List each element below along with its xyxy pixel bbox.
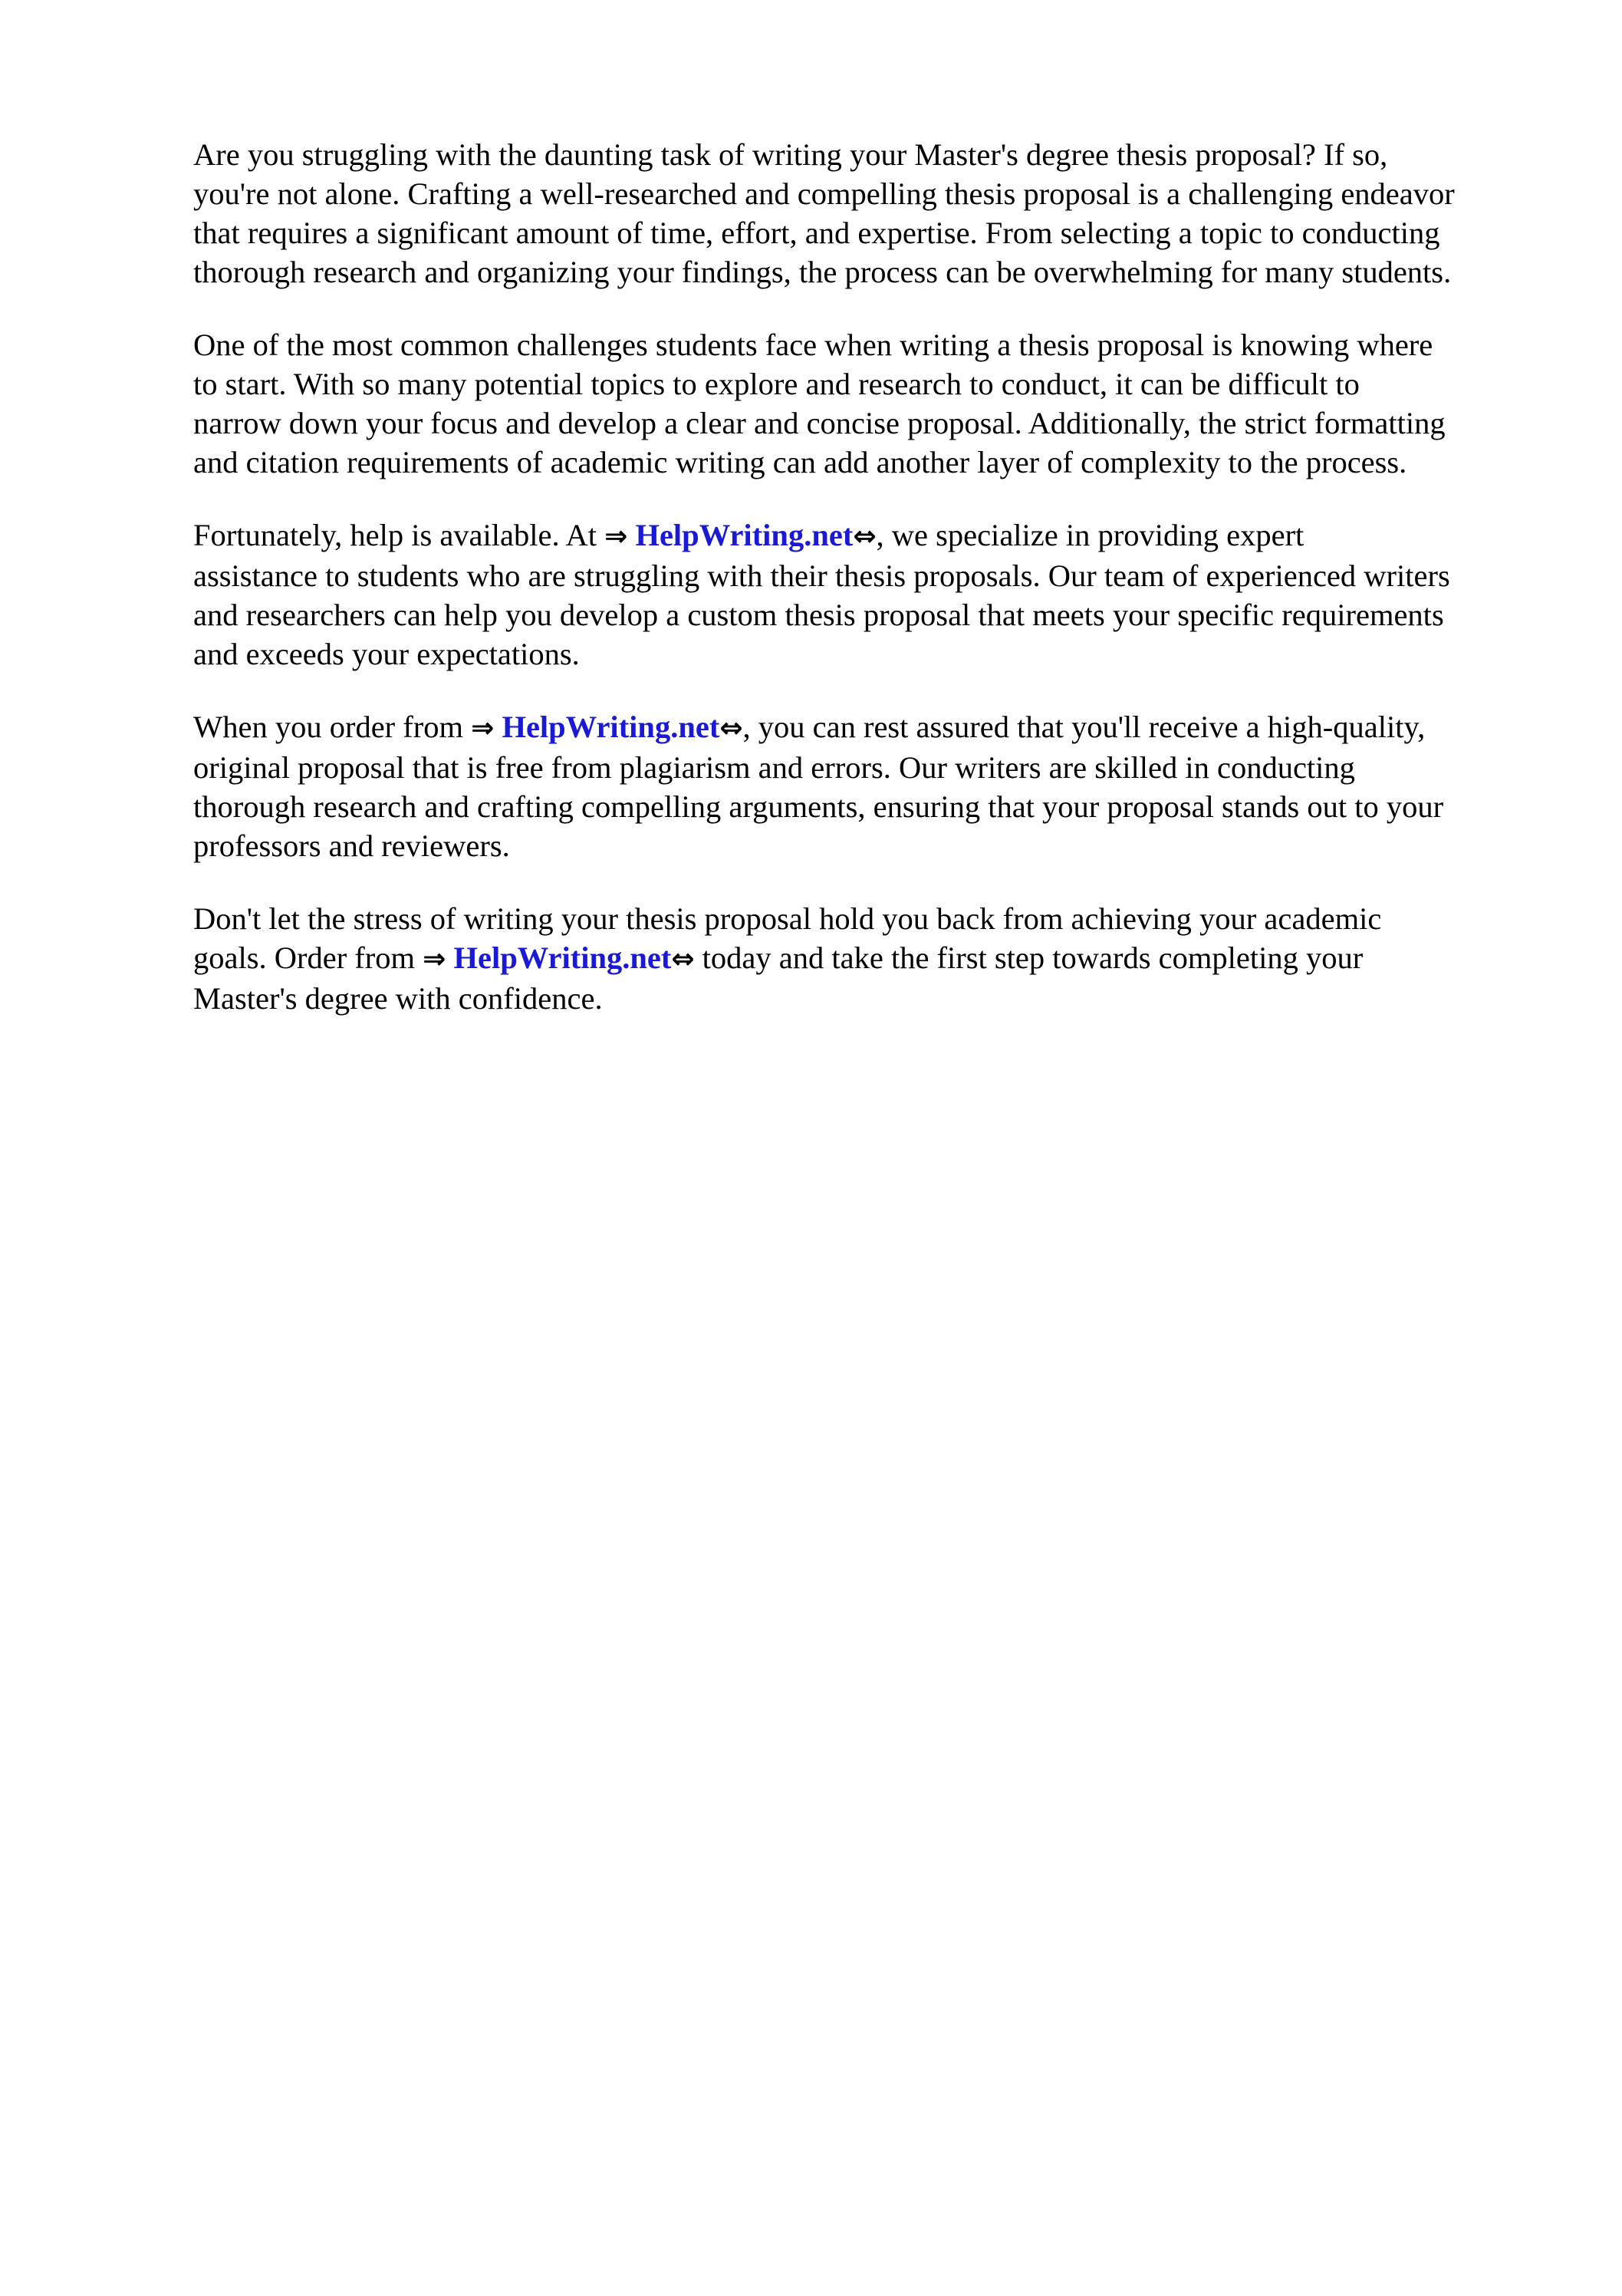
- text-line: Master's degree with confidence.: [193, 981, 603, 1016]
- paragraph-challenges: [193, 325, 1543, 482]
- text-segment: , you can rest assured that you'll receive a high-quality,: [742, 710, 1426, 744]
- document-page: [193, 135, 1543, 1052]
- text-line: Don't let the stress of writing your thesis proposal hold you back from achieving your academic: [193, 901, 1382, 936]
- text-segment: goals. Order from: [193, 940, 423, 975]
- text-line: you're not alone. Crafting a well-researched and compelling thesis proposal is a challenging endeavor: [193, 176, 1455, 211]
- arrow-both-icon: ⇔: [853, 521, 877, 552]
- helpwriting-link[interactable]: HelpWriting.net: [635, 518, 854, 552]
- text-line: [193, 707, 1543, 748]
- text-line: Are you struggling with the daunting task of writing your Master's degree thesis proposal? If so,: [193, 137, 1388, 172]
- paragraph-intro: [193, 135, 1543, 292]
- arrow-right-icon: ⇒: [604, 521, 628, 552]
- text-line: [193, 938, 1543, 979]
- paragraph-help-available: [193, 516, 1543, 674]
- text-line: and citation requirements of academic writing can add another layer of complexity to the process.: [193, 445, 1407, 479]
- text-segment: When you order from: [193, 710, 472, 744]
- text-line: original proposal that is free from plagiarism and errors. Our writers are skilled in conducting: [193, 750, 1355, 785]
- text-line: thorough research and crafting compelling arguments, ensuring that your proposal stands out to your: [193, 789, 1444, 824]
- text-line: professors and reviewers.: [193, 828, 510, 863]
- helpwriting-link[interactable]: HelpWriting.net: [453, 940, 672, 975]
- text-line: narrow down your focus and develop a clear and concise proposal. Additionally, the strict formatting: [193, 406, 1446, 440]
- arrow-right-icon: ⇒: [471, 713, 495, 744]
- text-line: assistance to students who are struggling with their thesis proposals. Our team of experienced writers: [193, 558, 1450, 593]
- text-line: to start. With so many potential topics to explore and research to conduct, it can be difficult to: [193, 367, 1360, 401]
- arrow-both-icon: ⇔: [671, 944, 695, 975]
- arrow-right-icon: ⇒: [423, 944, 446, 975]
- arrow-both-icon: ⇔: [719, 713, 743, 744]
- text-line: [193, 516, 1543, 556]
- text-segment: today and take the first step towards completing your: [694, 940, 1364, 975]
- helpwriting-link[interactable]: HelpWriting.net: [502, 710, 720, 744]
- text-line: that requires a significant amount of time, effort, and expertise. From selecting a topic to conducting: [193, 216, 1440, 250]
- text-line: thorough research and organizing your findings, the process can be overwhelming for many students.: [193, 255, 1452, 289]
- text-segment: , we specialize in providing expert: [876, 518, 1305, 552]
- text-line: and exceeds your expectations.: [193, 637, 580, 671]
- text-segment: Fortunately, help is available. At: [193, 518, 605, 552]
- paragraph-call-to-action: [193, 899, 1543, 1018]
- text-line: and researchers can help you develop a custom thesis proposal that meets your specific requirements: [193, 598, 1444, 632]
- paragraph-order-quality: [193, 707, 1543, 865]
- text-line: One of the most common challenges students face when writing a thesis proposal is knowing where: [193, 328, 1433, 362]
